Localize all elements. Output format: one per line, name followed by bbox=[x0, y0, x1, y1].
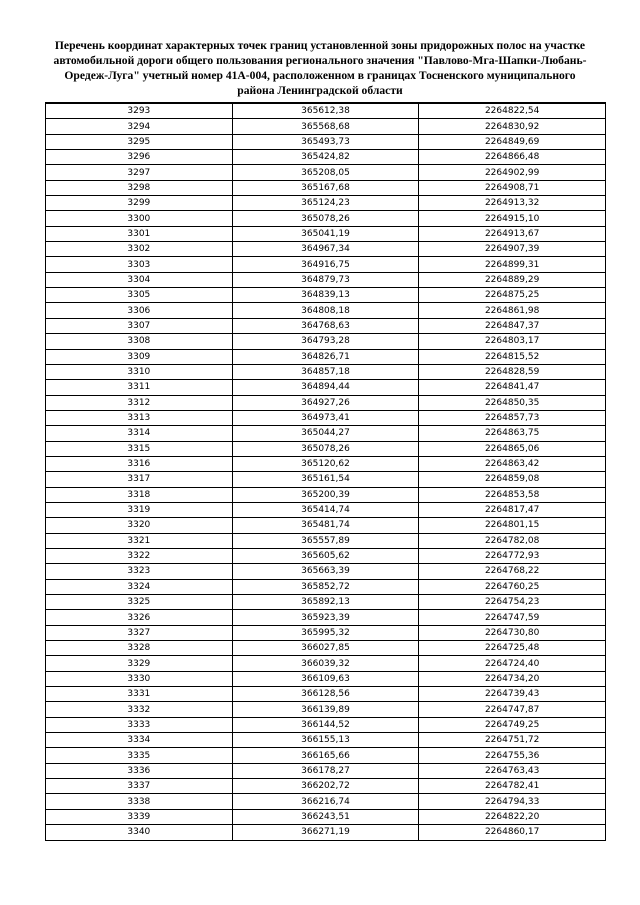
y-coordinate-cell: 2264859,08 bbox=[419, 472, 606, 487]
y-coordinate-cell: 2264815,52 bbox=[419, 349, 606, 364]
point-number-cell: 3321 bbox=[46, 533, 233, 548]
title-line: Оредеж-Луга" учетный номер 41А-004, расположенном в границах Тосненского муниципального bbox=[64, 69, 576, 82]
y-coordinate-cell: 2264747,59 bbox=[419, 610, 606, 625]
point-number-cell: 3317 bbox=[46, 472, 233, 487]
x-coordinate-cell: 365481,74 bbox=[232, 518, 419, 533]
point-number-cell: 3332 bbox=[46, 702, 233, 717]
point-number-cell: 3320 bbox=[46, 518, 233, 533]
x-coordinate-cell: 365605,62 bbox=[232, 548, 419, 563]
point-number-cell: 3318 bbox=[46, 487, 233, 502]
point-number-cell: 3305 bbox=[46, 288, 233, 303]
x-coordinate-cell: 364839,13 bbox=[232, 288, 419, 303]
title-line: автомобильной дороги общего пользования регионального значения "Павлово-Мга-Шапки-Любань- bbox=[53, 54, 587, 67]
y-coordinate-cell: 2264889,29 bbox=[419, 272, 606, 287]
y-coordinate-cell: 2264865,06 bbox=[419, 441, 606, 456]
x-coordinate-cell: 365208,05 bbox=[232, 165, 419, 180]
point-number-cell: 3308 bbox=[46, 334, 233, 349]
point-number-cell: 3315 bbox=[46, 441, 233, 456]
point-number-cell: 3316 bbox=[46, 456, 233, 471]
x-coordinate-cell: 365568,68 bbox=[232, 119, 419, 134]
x-coordinate-cell: 365167,68 bbox=[232, 180, 419, 195]
coordinates-table-body bbox=[46, 103, 606, 840]
y-coordinate-cell: 2264908,71 bbox=[419, 180, 606, 195]
table-row bbox=[46, 533, 606, 548]
y-coordinate-cell: 2264913,32 bbox=[419, 196, 606, 211]
x-coordinate-cell: 365493,73 bbox=[232, 134, 419, 149]
x-coordinate-cell: 366128,56 bbox=[232, 687, 419, 702]
x-coordinate-cell: 365044,27 bbox=[232, 426, 419, 441]
x-coordinate-cell: 365120,62 bbox=[232, 456, 419, 471]
point-number-cell: 3303 bbox=[46, 257, 233, 272]
point-number-cell: 3307 bbox=[46, 318, 233, 333]
point-number-cell: 3310 bbox=[46, 364, 233, 379]
y-coordinate-cell: 2264857,73 bbox=[419, 410, 606, 425]
y-coordinate-cell: 2264849,69 bbox=[419, 134, 606, 149]
y-coordinate-cell: 2264734,20 bbox=[419, 671, 606, 686]
x-coordinate-cell: 364879,73 bbox=[232, 272, 419, 287]
table-row bbox=[46, 364, 606, 379]
y-coordinate-cell: 2264847,37 bbox=[419, 318, 606, 333]
point-number-cell: 3314 bbox=[46, 426, 233, 441]
y-coordinate-cell: 2264754,23 bbox=[419, 595, 606, 610]
table-row bbox=[46, 518, 606, 533]
point-number-cell: 3301 bbox=[46, 226, 233, 241]
point-number-cell: 3336 bbox=[46, 763, 233, 778]
y-coordinate-cell: 2264801,15 bbox=[419, 518, 606, 533]
point-number-cell: 3340 bbox=[46, 825, 233, 840]
point-number-cell: 3337 bbox=[46, 779, 233, 794]
y-coordinate-cell: 2264817,47 bbox=[419, 502, 606, 517]
point-number-cell: 3333 bbox=[46, 717, 233, 732]
table-row bbox=[46, 165, 606, 180]
document-title bbox=[40, 38, 600, 98]
x-coordinate-cell: 365995,32 bbox=[232, 625, 419, 640]
y-coordinate-cell: 2264768,22 bbox=[419, 564, 606, 579]
table-row bbox=[46, 456, 606, 471]
point-number-cell: 3322 bbox=[46, 548, 233, 563]
x-coordinate-cell: 366109,63 bbox=[232, 671, 419, 686]
y-coordinate-cell: 2264739,43 bbox=[419, 687, 606, 702]
x-coordinate-cell: 364894,44 bbox=[232, 380, 419, 395]
x-coordinate-cell: 365612,38 bbox=[232, 103, 419, 119]
x-coordinate-cell: 364857,18 bbox=[232, 364, 419, 379]
y-coordinate-cell: 2264822,54 bbox=[419, 103, 606, 119]
y-coordinate-cell: 2264724,40 bbox=[419, 656, 606, 671]
y-coordinate-cell: 2264841,47 bbox=[419, 380, 606, 395]
y-coordinate-cell: 2264803,17 bbox=[419, 334, 606, 349]
x-coordinate-cell: 364973,41 bbox=[232, 410, 419, 425]
x-coordinate-cell: 365161,54 bbox=[232, 472, 419, 487]
y-coordinate-cell: 2264772,93 bbox=[419, 548, 606, 563]
table-row bbox=[46, 487, 606, 502]
point-number-cell: 3299 bbox=[46, 196, 233, 211]
table-row bbox=[46, 625, 606, 640]
y-coordinate-cell: 2264749,25 bbox=[419, 717, 606, 732]
y-coordinate-cell: 2264830,92 bbox=[419, 119, 606, 134]
table-row bbox=[46, 380, 606, 395]
table-row bbox=[46, 395, 606, 410]
title-line: района Ленинградской области bbox=[237, 84, 403, 97]
table-row bbox=[46, 441, 606, 456]
table-row bbox=[46, 242, 606, 257]
x-coordinate-cell: 364793,28 bbox=[232, 334, 419, 349]
x-coordinate-cell: 365041,19 bbox=[232, 226, 419, 241]
y-coordinate-cell: 2264915,10 bbox=[419, 211, 606, 226]
y-coordinate-cell: 2264782,41 bbox=[419, 779, 606, 794]
table-row bbox=[46, 211, 606, 226]
x-coordinate-cell: 365663,39 bbox=[232, 564, 419, 579]
point-number-cell: 3328 bbox=[46, 641, 233, 656]
table-row bbox=[46, 809, 606, 824]
point-number-cell: 3296 bbox=[46, 150, 233, 165]
x-coordinate-cell: 366178,27 bbox=[232, 763, 419, 778]
y-coordinate-cell: 2264907,39 bbox=[419, 242, 606, 257]
y-coordinate-cell: 2264760,25 bbox=[419, 579, 606, 594]
x-coordinate-cell: 364826,71 bbox=[232, 349, 419, 364]
table-row bbox=[46, 410, 606, 425]
y-coordinate-cell: 2264751,72 bbox=[419, 733, 606, 748]
table-row bbox=[46, 825, 606, 840]
y-coordinate-cell: 2264853,58 bbox=[419, 487, 606, 502]
table-row bbox=[46, 610, 606, 625]
table-row bbox=[46, 763, 606, 778]
y-coordinate-cell: 2264782,08 bbox=[419, 533, 606, 548]
point-number-cell: 3334 bbox=[46, 733, 233, 748]
table-row bbox=[46, 288, 606, 303]
point-number-cell: 3298 bbox=[46, 180, 233, 195]
table-row bbox=[46, 656, 606, 671]
table-row bbox=[46, 579, 606, 594]
y-coordinate-cell: 2264875,25 bbox=[419, 288, 606, 303]
x-coordinate-cell: 365557,89 bbox=[232, 533, 419, 548]
y-coordinate-cell: 2264822,20 bbox=[419, 809, 606, 824]
point-number-cell: 3309 bbox=[46, 349, 233, 364]
point-number-cell: 3324 bbox=[46, 579, 233, 594]
table-row bbox=[46, 303, 606, 318]
table-row bbox=[46, 150, 606, 165]
table-row bbox=[46, 103, 606, 119]
x-coordinate-cell: 365414,74 bbox=[232, 502, 419, 517]
x-coordinate-cell: 364808,18 bbox=[232, 303, 419, 318]
table-row bbox=[46, 134, 606, 149]
x-coordinate-cell: 365852,72 bbox=[232, 579, 419, 594]
x-coordinate-cell: 365892,13 bbox=[232, 595, 419, 610]
y-coordinate-cell: 2264866,48 bbox=[419, 150, 606, 165]
point-number-cell: 3339 bbox=[46, 809, 233, 824]
table-row bbox=[46, 426, 606, 441]
y-coordinate-cell: 2264902,99 bbox=[419, 165, 606, 180]
point-number-cell: 3323 bbox=[46, 564, 233, 579]
y-coordinate-cell: 2264794,33 bbox=[419, 794, 606, 809]
y-coordinate-cell: 2264863,42 bbox=[419, 456, 606, 471]
point-number-cell: 3329 bbox=[46, 656, 233, 671]
point-number-cell: 3338 bbox=[46, 794, 233, 809]
y-coordinate-cell: 2264828,59 bbox=[419, 364, 606, 379]
point-number-cell: 3311 bbox=[46, 380, 233, 395]
y-coordinate-cell: 2264850,35 bbox=[419, 395, 606, 410]
table-row bbox=[46, 318, 606, 333]
table-row bbox=[46, 794, 606, 809]
x-coordinate-cell: 366039,32 bbox=[232, 656, 419, 671]
table-row bbox=[46, 702, 606, 717]
table-row bbox=[46, 180, 606, 195]
y-coordinate-cell: 2264747,87 bbox=[419, 702, 606, 717]
point-number-cell: 3306 bbox=[46, 303, 233, 318]
x-coordinate-cell: 364768,63 bbox=[232, 318, 419, 333]
point-number-cell: 3293 bbox=[46, 103, 233, 119]
x-coordinate-cell: 365424,82 bbox=[232, 150, 419, 165]
table-row bbox=[46, 733, 606, 748]
y-coordinate-cell: 2264861,98 bbox=[419, 303, 606, 318]
x-coordinate-cell: 366139,89 bbox=[232, 702, 419, 717]
x-coordinate-cell: 365078,26 bbox=[232, 211, 419, 226]
y-coordinate-cell: 2264863,75 bbox=[419, 426, 606, 441]
table-row bbox=[46, 226, 606, 241]
y-coordinate-cell: 2264860,17 bbox=[419, 825, 606, 840]
point-number-cell: 3319 bbox=[46, 502, 233, 517]
point-number-cell: 3326 bbox=[46, 610, 233, 625]
x-coordinate-cell: 364916,75 bbox=[232, 257, 419, 272]
table-row bbox=[46, 502, 606, 517]
table-row bbox=[46, 272, 606, 287]
x-coordinate-cell: 365124,23 bbox=[232, 196, 419, 211]
title-line: Перечень координат характерных точек границ установленной зоны придорожных полос на участке bbox=[54, 39, 586, 52]
x-coordinate-cell: 366155,13 bbox=[232, 733, 419, 748]
point-number-cell: 3313 bbox=[46, 410, 233, 425]
point-number-cell: 3327 bbox=[46, 625, 233, 640]
table-row bbox=[46, 257, 606, 272]
y-coordinate-cell: 2264763,43 bbox=[419, 763, 606, 778]
x-coordinate-cell: 366165,66 bbox=[232, 748, 419, 763]
table-row bbox=[46, 334, 606, 349]
x-coordinate-cell: 364927,26 bbox=[232, 395, 419, 410]
x-coordinate-cell: 364967,34 bbox=[232, 242, 419, 257]
point-number-cell: 3300 bbox=[46, 211, 233, 226]
point-number-cell: 3331 bbox=[46, 687, 233, 702]
x-coordinate-cell: 366202,72 bbox=[232, 779, 419, 794]
table-row bbox=[46, 564, 606, 579]
x-coordinate-cell: 365200,39 bbox=[232, 487, 419, 502]
point-number-cell: 3304 bbox=[46, 272, 233, 287]
point-number-cell: 3325 bbox=[46, 595, 233, 610]
point-number-cell: 3294 bbox=[46, 119, 233, 134]
table-row bbox=[46, 717, 606, 732]
table-row bbox=[46, 641, 606, 656]
x-coordinate-cell: 366027,85 bbox=[232, 641, 419, 656]
x-coordinate-cell: 365923,39 bbox=[232, 610, 419, 625]
y-coordinate-cell: 2264730,80 bbox=[419, 625, 606, 640]
table-row bbox=[46, 671, 606, 686]
point-number-cell: 3312 bbox=[46, 395, 233, 410]
x-coordinate-cell: 366243,51 bbox=[232, 809, 419, 824]
point-number-cell: 3335 bbox=[46, 748, 233, 763]
x-coordinate-cell: 365078,26 bbox=[232, 441, 419, 456]
table-row bbox=[46, 196, 606, 211]
table-row bbox=[46, 472, 606, 487]
table-row bbox=[46, 548, 606, 563]
coordinates-table bbox=[45, 102, 606, 841]
y-coordinate-cell: 2264725,48 bbox=[419, 641, 606, 656]
point-number-cell: 3302 bbox=[46, 242, 233, 257]
point-number-cell: 3297 bbox=[46, 165, 233, 180]
table-row bbox=[46, 349, 606, 364]
table-row bbox=[46, 779, 606, 794]
x-coordinate-cell: 366271,19 bbox=[232, 825, 419, 840]
table-row bbox=[46, 119, 606, 134]
table-row bbox=[46, 595, 606, 610]
table-row bbox=[46, 687, 606, 702]
point-number-cell: 3295 bbox=[46, 134, 233, 149]
x-coordinate-cell: 366216,74 bbox=[232, 794, 419, 809]
y-coordinate-cell: 2264755,36 bbox=[419, 748, 606, 763]
y-coordinate-cell: 2264913,67 bbox=[419, 226, 606, 241]
table-row bbox=[46, 748, 606, 763]
x-coordinate-cell: 366144,52 bbox=[232, 717, 419, 732]
y-coordinate-cell: 2264899,31 bbox=[419, 257, 606, 272]
point-number-cell: 3330 bbox=[46, 671, 233, 686]
